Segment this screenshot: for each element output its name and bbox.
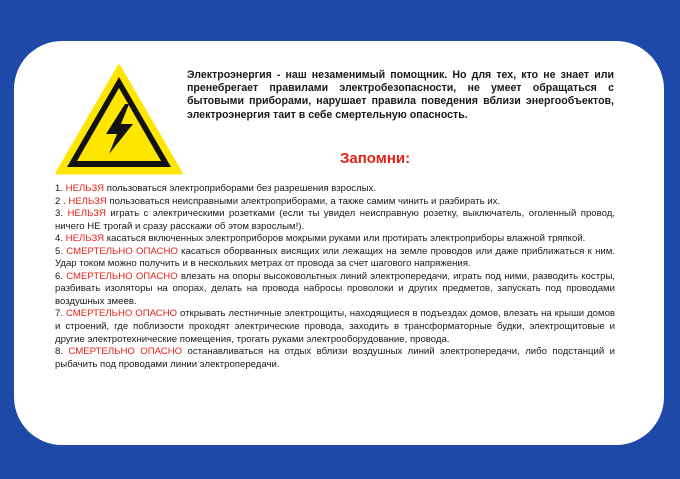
rule-item: 4. НЕЛЬЗЯ касаться включенных электроприборов мокрыми руками или протирать электроприборы влажной тряпкой. (55, 233, 586, 245)
rule-item: 7. СМЕРТЕЛЬНО ОПАСНО открывать лестничные электрощиты, находящиеся в подъездах домов, влезать на крыши домов и строений, где поблизости проходят электрические провода, заходить в трансформаторные будки, электрощитовые и другие электротехнические помещения, трогать руками электрооборудование, провода. (55, 308, 615, 345)
high-voltage-warning-icon (55, 64, 183, 176)
rule-item: 5. СМЕРТЕЛЬНО ОПАСНО касаться оборванных висящих или лежащих на земле проводов или даже приближаться к ним. Удар током можно получить и в нескольких метрах от провода за счет шагового напряжения. (55, 245, 615, 270)
rules-list (55, 183, 615, 371)
rule-item: 8. СМЕРТЕЛЬНО ОПАСНО останавливаться на отдых вблизи воздушных линий электропередачи, либо подстанций и рыбачить под проводами линии электропередачи. (55, 346, 616, 370)
rule-item: 6. СМЕРТЕЛЬНО ОПАСНО влезать на опоры высоковольтных линий электропередачи, играть под ними, разводить костры, разбивать изоляторы на опорах, делать на провода набросы проволоки и других предметов, запускать под проводами воздушных змеев. (55, 270, 616, 307)
remember-heading: Запомни: (340, 150, 411, 167)
rule-item: 2 . НЕЛЬЗЯ пользоваться неисправными электроприборами, а также самим чинить и разбирать их. (55, 195, 501, 207)
intro-paragraph: Электроэнергия - наш незаменимый помощник. Но для тех, кто не знает или пренебрегает правилами электробезопасности, не умеет обращаться с бытовыми приборами, нарушает правила поведения вблизи энергообъектов, электроэнергия таит в себе смертельную опасность. (187, 69, 614, 121)
rule-item: 3. НЕЛЬЗЯ играть с электрическими розетками (если ты увидел неисправную розетку, выключатель, оголенный провод, ничего НЕ трогай и сразу расскажи об этом взрослым!). (55, 208, 616, 232)
rule-item: 1. НЕЛЬЗЯ пользоваться электроприборами без разрешения взрослых. (55, 183, 377, 194)
